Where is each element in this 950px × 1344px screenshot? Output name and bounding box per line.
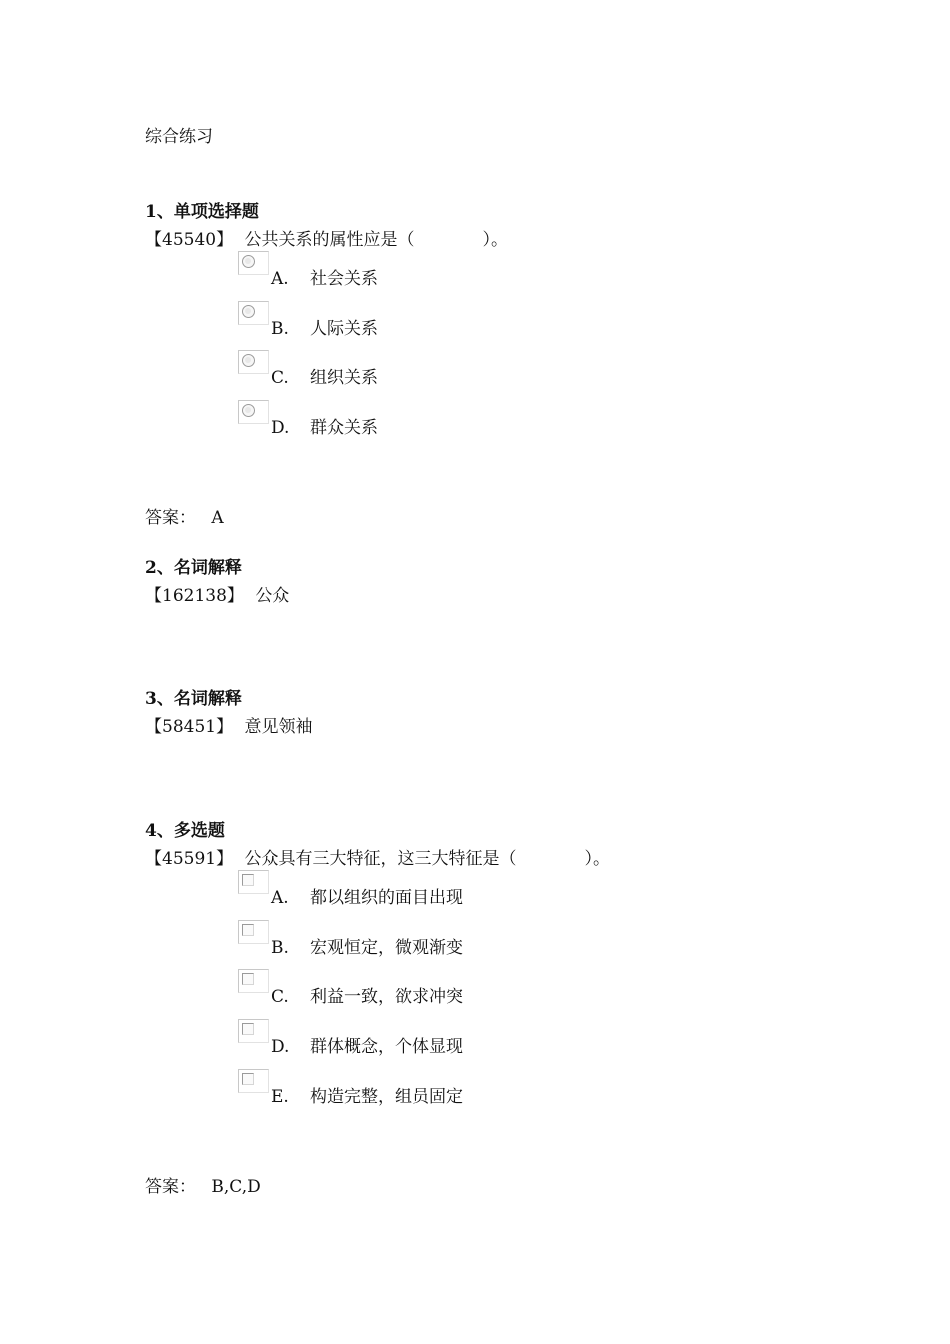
option-letter: B. <box>271 938 289 958</box>
page-title: 综合练习 <box>145 127 213 147</box>
option-letter: C. <box>271 368 289 388</box>
question-4-line <box>145 848 610 870</box>
question-1-answer <box>145 507 224 529</box>
radio-icon <box>242 354 255 367</box>
question-2-line <box>145 585 289 607</box>
option-text: 都以组织的面目出现 <box>310 888 463 908</box>
radio-button[interactable] <box>238 301 269 325</box>
checkbox-icon <box>242 1023 254 1035</box>
answer-value: B,C,D <box>211 1177 261 1197</box>
option-letter: A. <box>271 888 289 908</box>
option-letter: C. <box>271 987 289 1007</box>
question-4-heading: 4、多选题 <box>145 821 225 841</box>
question-3-heading: 3、名词解释 <box>145 689 242 709</box>
checkbox[interactable] <box>238 920 269 944</box>
checkbox[interactable] <box>238 969 269 993</box>
option-text: 群众关系 <box>310 418 378 438</box>
checkbox[interactable] <box>238 1069 269 1093</box>
question-4-id: 【45591】 <box>145 849 234 869</box>
radio-icon <box>242 404 255 417</box>
question-1-stem: 公共关系的属性应是（ ）。 <box>244 230 508 250</box>
radio-button[interactable] <box>238 400 269 424</box>
option-letter: D. <box>271 418 290 438</box>
question-2-stem: 公众 <box>255 586 290 606</box>
radio-button[interactable] <box>238 350 269 374</box>
question-1-id: 【45540】 <box>145 230 234 250</box>
answer-label: 答案： <box>145 508 196 528</box>
question-4-stem: 公众具有三大特征，这三大特征是（ ）。 <box>244 849 610 869</box>
option-text: 宏观恒定，微观渐变 <box>310 938 463 958</box>
option-text: 组织关系 <box>310 368 378 388</box>
answer-value: A <box>211 508 224 528</box>
radio-icon <box>242 305 255 318</box>
option-text: 群体概念，个体显现 <box>310 1037 463 1057</box>
checkbox[interactable] <box>238 870 269 894</box>
question-3-line <box>145 716 313 738</box>
option-text: 社会关系 <box>310 269 378 289</box>
checkbox[interactable] <box>238 1019 269 1043</box>
option-letter: D. <box>271 1037 290 1057</box>
option-text: 构造完整，组员固定 <box>310 1087 463 1107</box>
question-4-answer <box>145 1176 261 1198</box>
radio-icon <box>242 255 255 268</box>
option-letter: E. <box>271 1087 289 1107</box>
option-text: 利益一致，欲求冲突 <box>310 987 463 1007</box>
checkbox-icon <box>242 973 254 985</box>
option-letter: A. <box>271 269 289 289</box>
question-2-heading: 2、名词解释 <box>145 558 242 578</box>
checkbox-icon <box>242 924 254 936</box>
question-3-stem: 意见领袖 <box>244 717 313 737</box>
radio-button[interactable] <box>238 251 269 275</box>
question-1-heading: 1、单项选择题 <box>145 202 259 222</box>
answer-label: 答案： <box>145 1177 196 1197</box>
option-letter: B. <box>271 319 289 339</box>
checkbox-icon <box>242 874 254 886</box>
question-1-line <box>145 229 508 251</box>
question-2-id: 【162138】 <box>145 586 244 606</box>
option-text: 人际关系 <box>310 319 378 339</box>
question-3-id: 【58451】 <box>145 717 234 737</box>
checkbox-icon <box>242 1073 254 1085</box>
